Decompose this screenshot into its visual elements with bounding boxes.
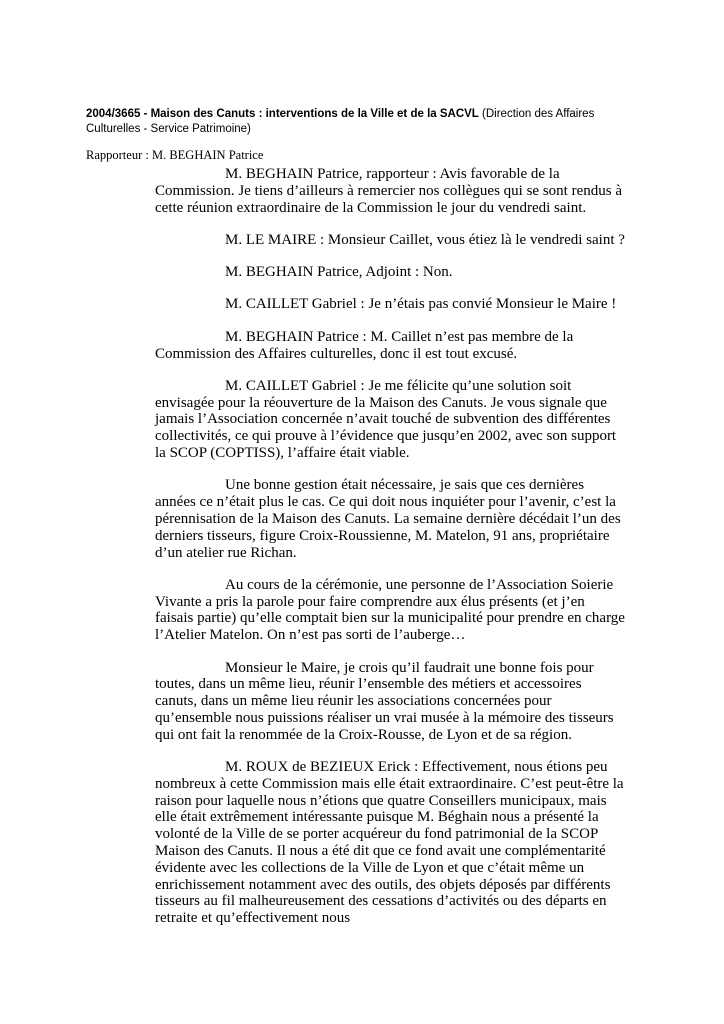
paragraph: M. CAILLET Gabriel : Je me félicite qu’une solution soit envisagée pour la réouverture de la Maison des Canuts. Je vous signale que jamais l’Association concernée n’avait touché de subvention des différentes collectivités, ce qui prouve à l’évidence que jusqu’en 2002, avec son support la SCOP (COPTISS), l’affaire était viable.	[155, 377, 617, 462]
rapporteur-line: Rapporteur : M. BEGHAIN Patrice	[86, 148, 264, 162]
header-title: 2004/3665 - Maison des Canuts : interventions de la Ville et de la SACVL	[86, 108, 479, 120]
paragraph: M. LE MAIRE : Monsieur Caillet, vous étiez là le vendredi saint ?	[225, 231, 625, 248]
paragraph: Monsieur le Maire, je crois qu’il faudrait une bonne fois pour toutes, dans un même lieu, réunir l’ensemble des métiers et accessoires canuts, dans un même lieu réunir les associations concernées pour qu’ensemble nous puissions réaliser un vrai musée à la mémoire des tisseurs qui ont fait la renommée de la Croix-Rousse, de Lyon et de sa région.	[155, 659, 614, 743]
paragraph: Au cours de la cérémonie, une personne de l’Association Soierie Vivante a pris la parole pour faire comprendre aux élus présents (et j’en faisais partie) qu’elle comptait bien sur la municipalité pour prendre en charge l’Atelier Matelon. On n’est pas sorti de l’auberge…	[155, 576, 625, 644]
document-header	[86, 107, 646, 137]
document-body	[155, 166, 625, 942]
paragraph: M. BEGHAIN Patrice, Adjoint : Non.	[225, 264, 453, 281]
paragraph: M. ROUX de BEZIEUX Erick : Effectivement, nous étions peu nombreux à cette Commission mais elle était extraordinaire. C’est peut-être la raison pour laquelle nous n’étions que quatre Conseillers municipaux, mais elle était extrêmement intéressante puisque M. Béghain nous a présenté la volonté de la Ville de se porter acquéreur du fond patrimonial de la SCOP Maison des Canuts. Il nous a été dit que ce fond avait une complémentarité évidente avec les collections de la Ville de Lyon et que c’était même un enrichissement notamment avec des outils, des objets déposés par différents tisseurs au fil malheureusement des cessations d’activités ou des départs en retraite et qu’effectivement nous	[155, 759, 624, 927]
paragraph: M. BEGHAIN Patrice : M. Caillet n’est pas membre de la Commission des Affaires culturelles, donc il est tout excusé.	[155, 328, 574, 362]
paragraph: M. CAILLET Gabriel : Je n’étais pas convié Monsieur le Maire !	[225, 296, 617, 313]
header-subtitle: (Direction des Affaires Culturelles - Service Patrimoine)	[86, 108, 595, 135]
paragraph: M. BEGHAIN Patrice, rapporteur : Avis favorable de la Commission. Je tiens d’ailleurs à remercier nos collègues qui se sont rendus à cette réunion extraordinaire de la Commission le jour du vendredi saint.	[155, 166, 622, 216]
paragraph: Une bonne gestion était nécessaire, je sais que ces dernières années ce n’était plus le cas. Ce qui doit nous inquiéter pour l’avenir, c’est la pérennisation de la Maison des Canuts. La semaine dernière décédait l’un des derniers tisseurs, figure Croix-Roussienne, M. Matelon, 91 ans, propriétaire d’un atelier rue Richan.	[155, 477, 621, 561]
